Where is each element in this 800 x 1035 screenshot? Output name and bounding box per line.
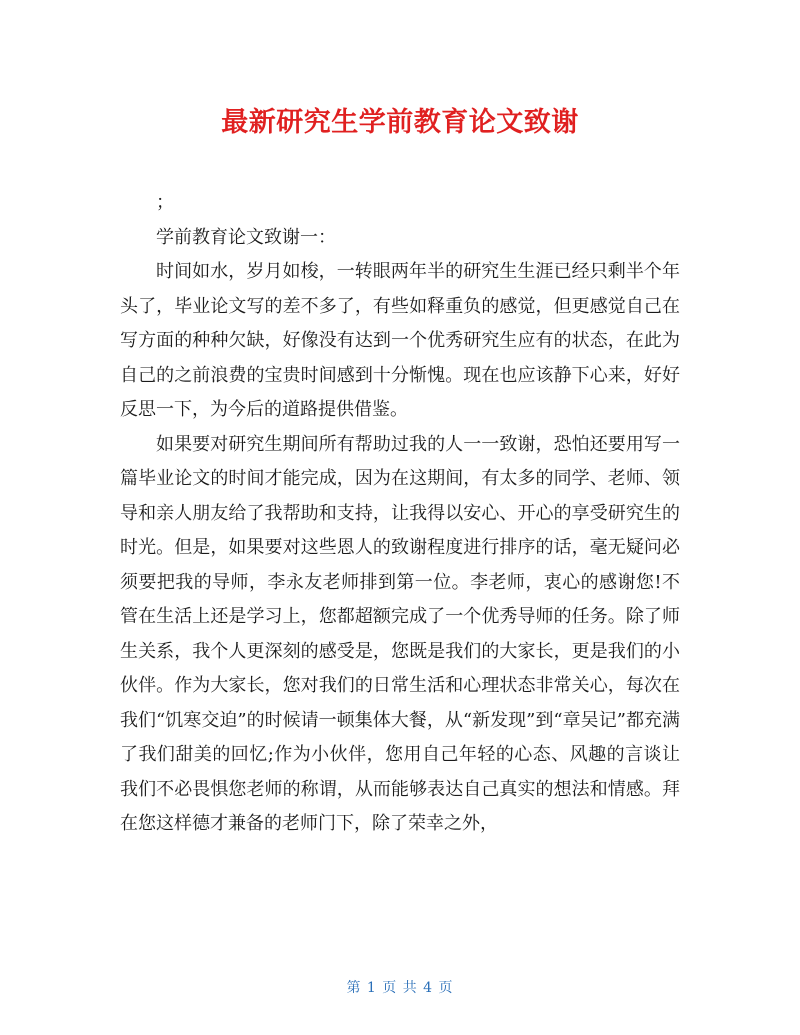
separator-line: ； bbox=[156, 192, 174, 213]
page-indicator: 第 1 页 共 4 页 bbox=[346, 980, 454, 996]
paragraph: 如果要对研究生期间所有帮助过我的人一一致谢，恐怕还要用写一篇毕业论文的时间才能完成，因为在这期间，有太多的同学、老师、领导和亲人朋友给了我帮助和支持，让我得以安心、开心的享受研究生的时光。但是，如果要对这些恩人的致谢程度进行排序的话，毫无疑问必须要把我的导师，李永友老师排到第一位。李老师，衷心的感谢您!不管在生活上还是学习上，您都超额完成了一个优秀导师的任务。除了师生关系，我个人更深刻的感受是，您既是我们的大家长，更是我们的小伙伴。作为大家长，您对我们的日常生活和心理状态非常关心，每次在我们“饥寒交迫”的时候请一顿集体大餐，从“新发现”到“章吴记”都充满了我们甜美的回忆;作为小伙伴，您用自己年轻的心态、风趣的言谈让我们不必畏惧您老师的称谓，从而能够表达自己真实的想法和情感。拜在您这样德才兼备的老师门下，除了荣幸之外， bbox=[120, 433, 680, 834]
document-title: 最新研究生学前教育论文致谢 bbox=[221, 107, 579, 138]
document-body bbox=[120, 186, 680, 842]
paragraph: 时间如水，岁月如梭，一转眼两年半的研究生生涯已经只剩半个年头了，毕业论文写的差不多了，有些如释重负的感觉，但更感觉自己在写方面的种种欠缺，好像没有达到一个优秀研究生应有的状态，在此为自己的之前浪费的宝贵时间感到十分惭愧。现在也应该静下心来，好好反思一下，为今后的道路提供借鉴。 bbox=[120, 261, 680, 420]
section-heading: 学前教育论文致谢一： bbox=[156, 226, 336, 248]
